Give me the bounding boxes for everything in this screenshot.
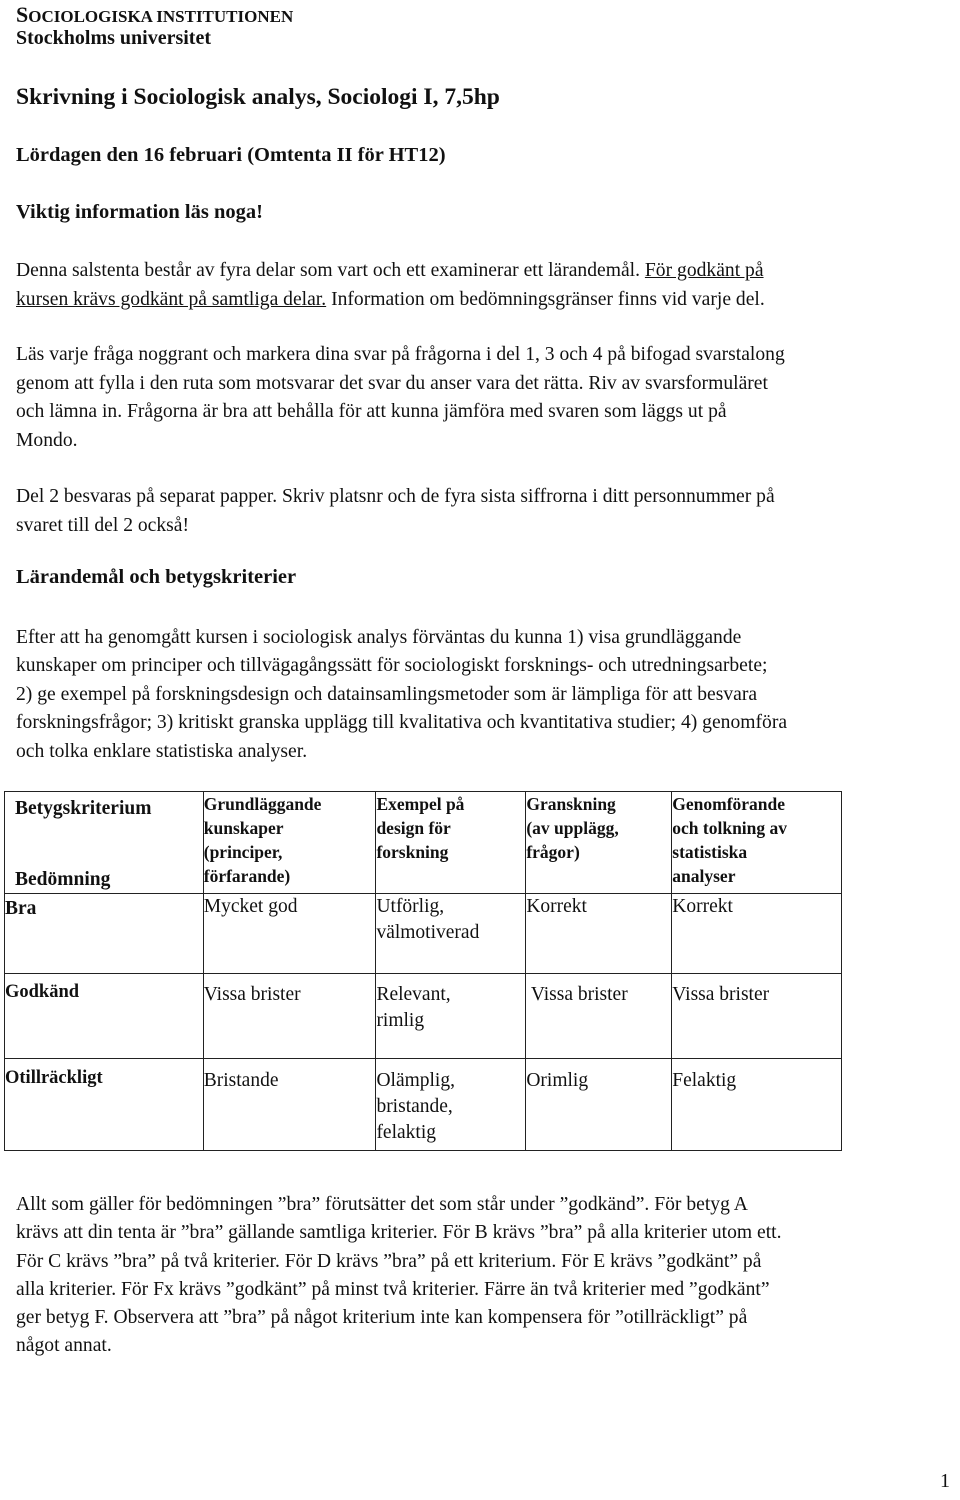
intro-p2-line: Mondo. xyxy=(16,429,78,451)
grading-line: alla kriterier. För Fx krävs ”godkänt” på minst två kriterier. Färre än två kriterier med ”godkänt” xyxy=(16,1278,770,1300)
header-line: Genomförande xyxy=(672,794,786,814)
header-line: forskning xyxy=(376,842,449,862)
grading-line: För C krävs ”bra” på två kriterier. För D krävs ”bra” på ett kriterium. För E krävs ”godkänt” på xyxy=(16,1250,762,1272)
column-header-statistics xyxy=(672,792,842,894)
criteria-table xyxy=(4,791,842,1151)
table-cell xyxy=(526,974,672,1059)
cell-line: felaktig xyxy=(376,1122,436,1143)
cell-line: Korrekt xyxy=(672,896,733,917)
column-header-design xyxy=(376,792,526,894)
intro-p2-line: Läs varje fråga noggrant och markera dina svar på frågorna i del 1, 3 och 4 på bifogad svarstalong xyxy=(16,344,785,365)
header-line: och tolkning av xyxy=(672,818,788,838)
grading-line: något annat. xyxy=(16,1335,112,1357)
important-heading: Viktig information läs noga! xyxy=(16,201,263,223)
column-header-review xyxy=(526,792,672,894)
page-number: 1 xyxy=(940,1470,950,1492)
cell-line: bristande, xyxy=(376,1096,453,1117)
intro-p1-link-a: För godkänt på xyxy=(644,260,764,281)
row-label-godkand: Godkänd xyxy=(5,974,204,1059)
intro-p3-line: svaret till del 2 också! xyxy=(16,514,190,536)
university-name: Stockholms universitet xyxy=(16,27,211,49)
table-cell xyxy=(376,894,526,974)
header-line: statistiska xyxy=(672,842,748,862)
header-line: design för xyxy=(376,818,451,838)
table-cell xyxy=(526,1059,672,1151)
goals-line: Efter att ha genomgått kursen i sociologisk analys förväntas du kunna 1) visa grundläggande xyxy=(16,627,742,648)
table-cell xyxy=(376,974,526,1059)
header-line: frågor) xyxy=(526,842,580,862)
intro-paragraph-2 xyxy=(16,341,956,455)
intro-paragraph-3 xyxy=(16,483,956,540)
cell-line: Relevant, xyxy=(376,984,451,1005)
table-cell xyxy=(203,1059,376,1151)
intro-p1-text-b: Information om bedömningsgränser finns vid varje del. xyxy=(331,288,765,310)
intro-p2-line: och lämna in. Frågorna är bra att behålla för att kunna jämföra med svaren som läggs ut på xyxy=(16,401,727,422)
table-header-row xyxy=(5,792,842,894)
institution-name xyxy=(16,2,293,28)
institution-rest: OCIOLOGISKA INSTITUTIONEN xyxy=(28,7,294,26)
goals-paragraph xyxy=(16,624,956,766)
table-row-godkand xyxy=(5,974,842,1059)
goals-line: och tolka enklare statistiska analyser. xyxy=(16,740,308,762)
header-line: (av upplägg, xyxy=(526,818,619,838)
cell-line: Olämplig, xyxy=(376,1070,455,1091)
table-cell xyxy=(672,974,842,1059)
exam-title: Skrivning i Sociologisk analys, Sociologi I, 7,5hp xyxy=(16,84,500,110)
header-line: förfarande) xyxy=(203,866,291,886)
cell-line: välmotiverad xyxy=(376,922,480,943)
exam-date: Lördagen den 16 februari (Omtenta II för HT12) xyxy=(16,144,446,166)
goals-line: 2) ge exempel på forskningsdesign och datainsamlingsmetoder som är lämpliga för att besvara xyxy=(16,683,758,705)
cell-line: Vissa brister xyxy=(203,984,301,1005)
institution-initial: S xyxy=(16,2,29,27)
grading-line: Allt som gäller för bedömningen ”bra” förutsätter det som står under ”godkänd”. För betyg A xyxy=(16,1194,748,1215)
goals-line: kunskaper om principer och tillvägagångssätt för sociologiskt forsknings- och utredningsarbete; xyxy=(16,655,768,677)
goals-heading: Lärandemål och betygskriterier xyxy=(16,566,297,588)
header-line: analyser xyxy=(672,866,736,886)
table-cell xyxy=(203,974,376,1059)
row-label-bra: Bra xyxy=(5,894,204,974)
cell-line: Vissa brister xyxy=(672,984,770,1005)
table-row-bra xyxy=(5,894,842,974)
goals-line: forskningsfrågor; 3) kritiskt granska upplägg till kvalitativa och kvantitativa studier; 4) genomföra xyxy=(16,712,788,734)
intro-p1-link-b: kursen krävs godkänt på samtliga delar. xyxy=(16,288,327,310)
cell-line: Vissa brister xyxy=(526,984,628,1005)
table-cell xyxy=(672,894,842,974)
intro-p2-line: genom att fylla i den ruta som motsvarar det svar du anser vara det rätta. Riv av svarsformuläret xyxy=(16,372,768,394)
table-cell xyxy=(672,1059,842,1151)
cell-line: Bristande xyxy=(203,1070,279,1091)
table-corner-cell xyxy=(5,792,204,894)
cell-line: Orimlig xyxy=(526,1070,589,1091)
header-line: Granskning xyxy=(526,794,616,814)
header-line: Exempel på xyxy=(376,794,465,814)
grading-paragraph xyxy=(16,1191,956,1361)
table-row-otillrackligt xyxy=(5,1059,842,1151)
grading-line: ger betyg F. Observera att ”bra” på något kriterium inte kan kompensera för ”otillräckligt” på xyxy=(16,1307,748,1329)
table-cell xyxy=(203,894,376,974)
cell-line: Utförlig, xyxy=(376,896,445,917)
cell-line: Felaktig xyxy=(672,1070,737,1091)
header-line: (principer, xyxy=(203,842,283,862)
cell-line: Mycket god xyxy=(203,896,298,917)
cell-line: Korrekt xyxy=(526,896,587,917)
grading-line: krävs att din tenta är ”bra” gällande samtliga kriterier. För B krävs ”bra” på alla kriterier utom ett. xyxy=(16,1222,782,1244)
table-cell xyxy=(526,894,672,974)
column-header-knowledge xyxy=(203,792,376,894)
intro-p1-line-2 xyxy=(16,286,956,315)
header-line: Grundläggande xyxy=(203,794,322,814)
corner-criterion-label: Betygskriterium xyxy=(15,798,152,819)
intro-p1-text-a: Denna salstenta består av fyra delar som vart och ett examinerar ett lärandemål. xyxy=(16,260,640,281)
table-cell xyxy=(376,1059,526,1151)
intro-p3-line: Del 2 besvaras på separat papper. Skriv platsnr och de fyra sista siffrorna i ditt personnummer på xyxy=(16,486,775,507)
cell-line: rimlig xyxy=(376,1010,425,1031)
intro-paragraph-1 xyxy=(16,257,956,314)
intro-p1-line-1 xyxy=(16,257,956,286)
corner-assessment-label: Bedömning xyxy=(15,869,111,890)
header-line: kunskaper xyxy=(203,818,284,838)
row-label-otillrackligt: Otillräckligt xyxy=(5,1059,204,1151)
